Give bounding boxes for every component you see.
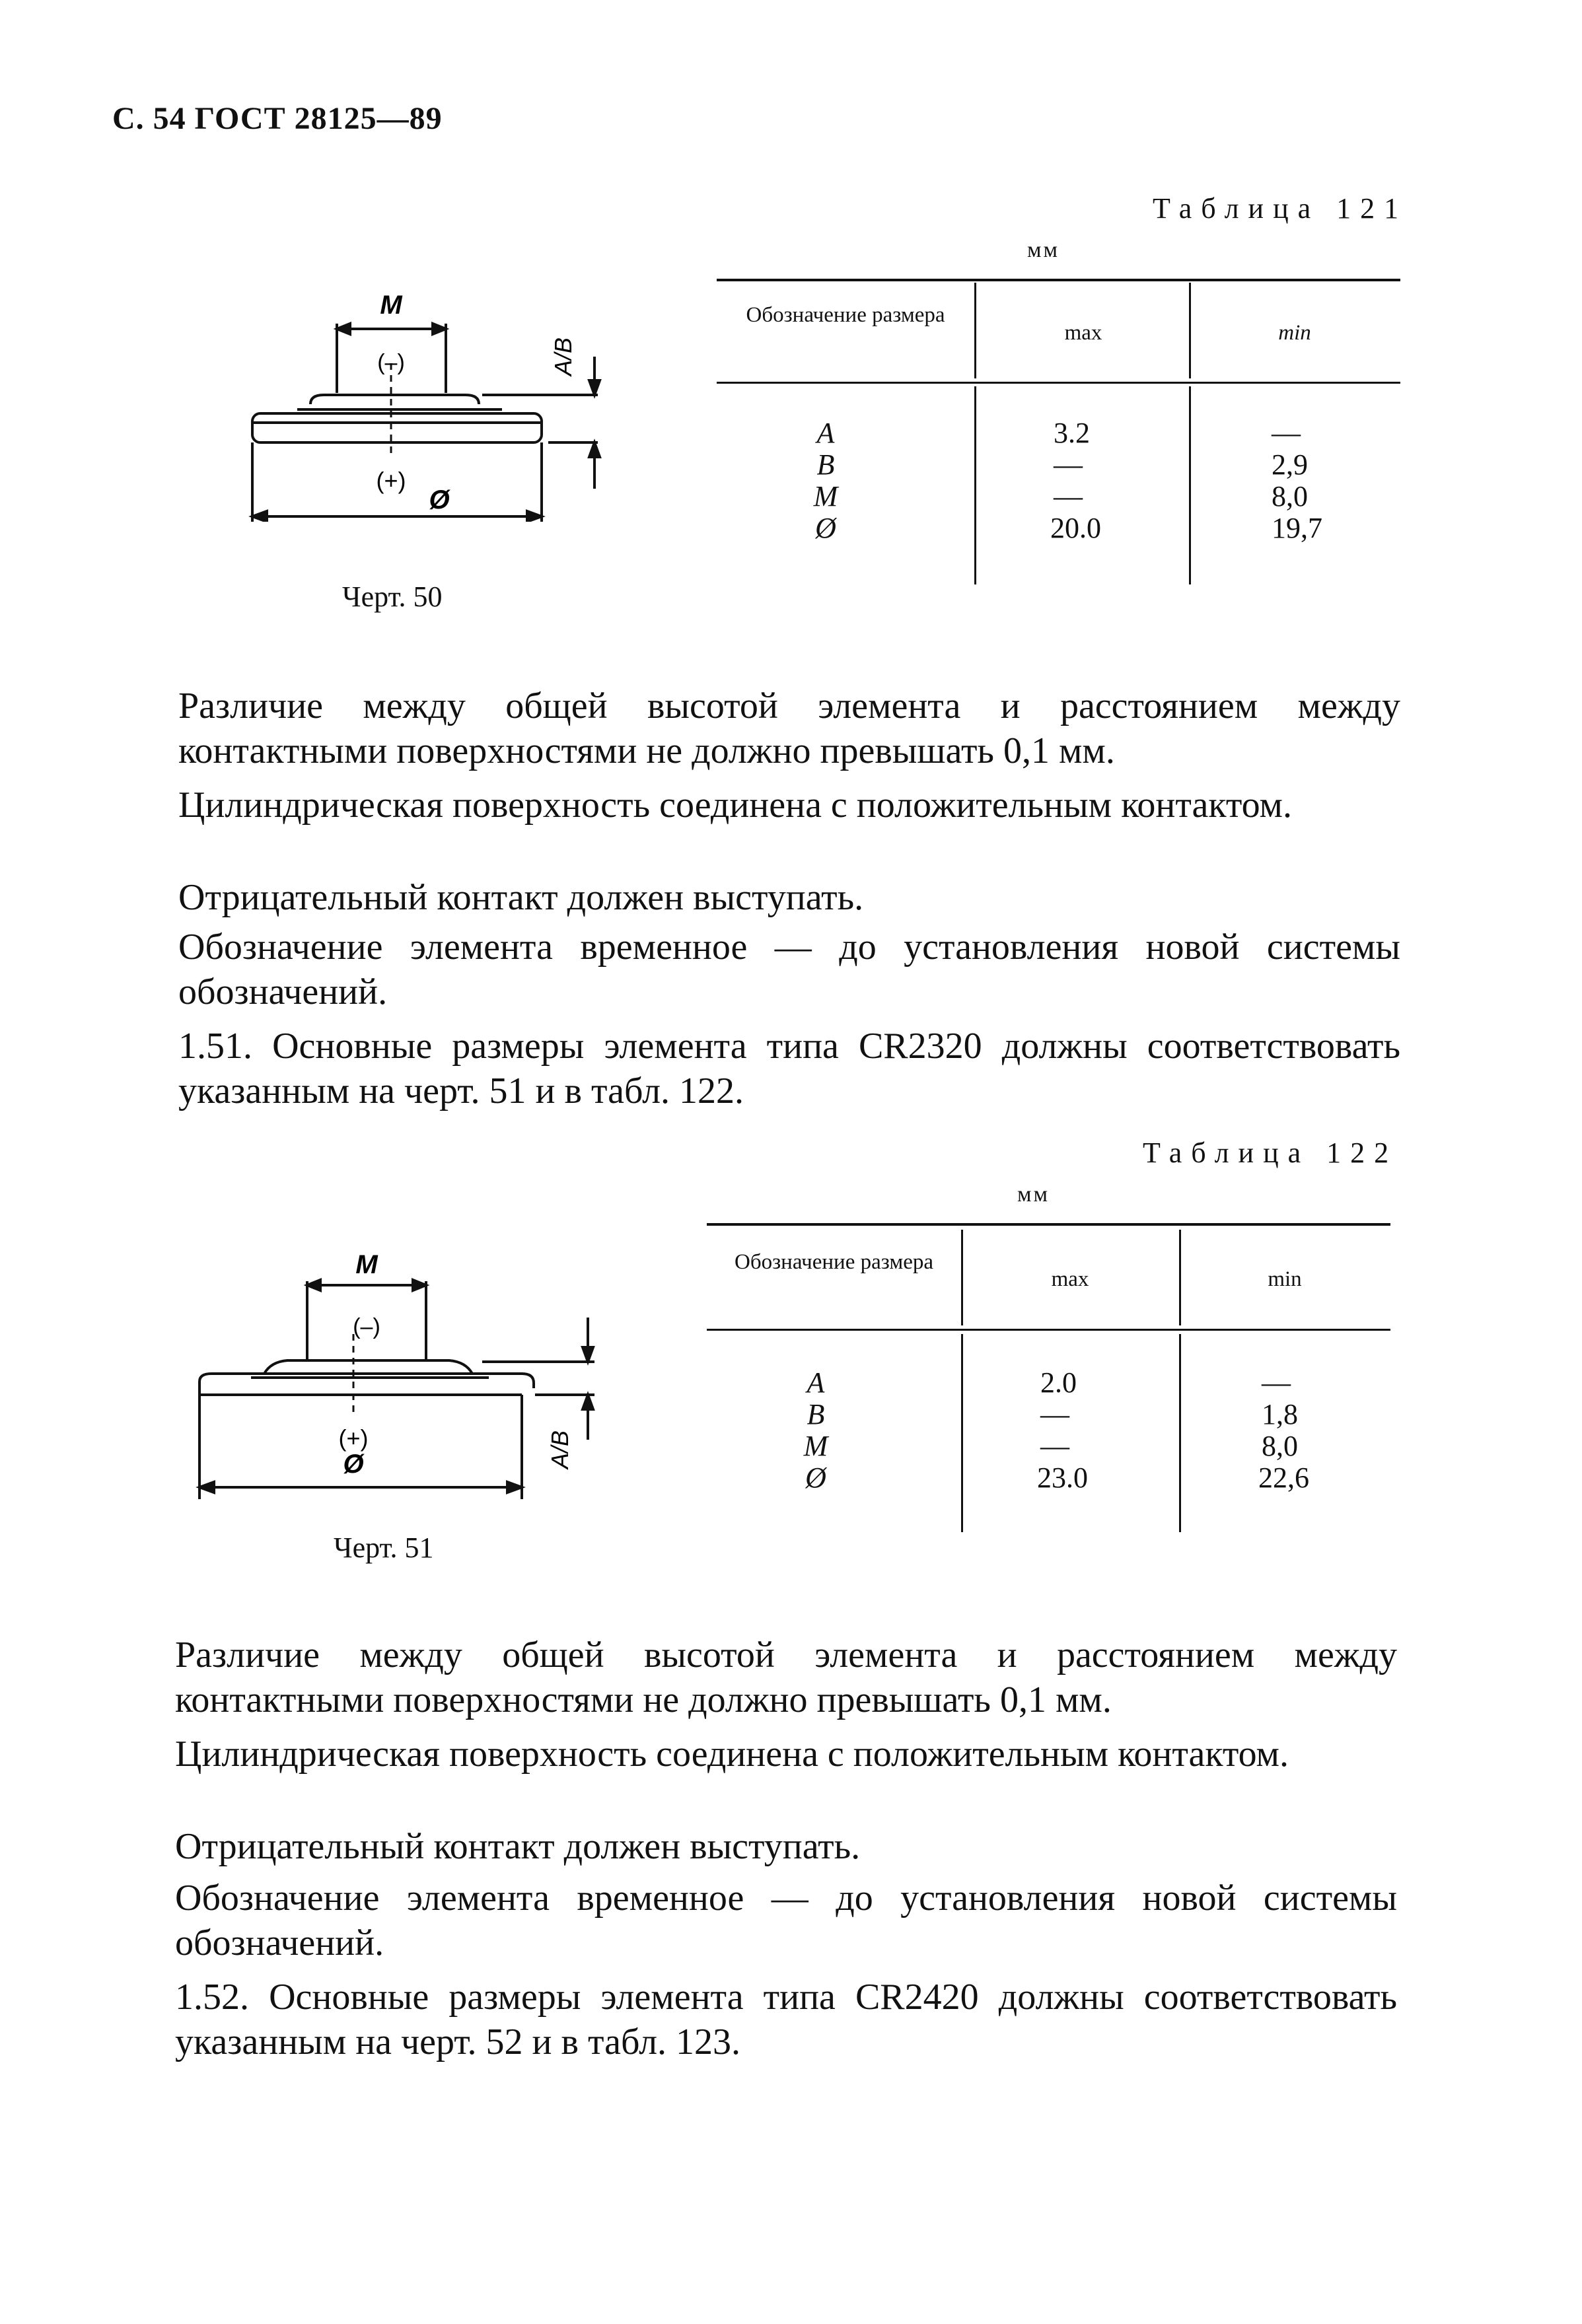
figure-51-drawing (192, 1248, 614, 1512)
paragraph: Цилиндрическая поверхность соединена с положительным контактом. (178, 785, 1292, 826)
paragraph: Отрицательный контакт должен выступать. (175, 1826, 861, 1867)
figure-50-label-ab: A/B (550, 337, 577, 376)
paragraph: Различие между общей высотой элемента и расстоянием между контактными поверхностями не должно превышать 0,1 мм. (175, 1635, 1397, 1720)
table-121-unit: мм (1027, 238, 1060, 262)
figure-51-label-ab: A/B (546, 1430, 573, 1469)
table-122-unit: мм (1017, 1182, 1050, 1207)
paragraph: 1.52. Основные размеры элемента типа CR2420 должны соответствовать указанным на черт. 52 и в табл. 123. (175, 1977, 1397, 2062)
figure-51-caption: Черт. 51 (334, 1532, 434, 1564)
page-header: С. 54 ГОСТ 28125—89 (112, 101, 443, 136)
figure-50-label-minus: (–) (377, 350, 405, 375)
table-122-head-designation: Обозначение размера (735, 1250, 933, 1274)
table-121-caption: Таблица 121 (1153, 192, 1408, 225)
figure-50-caption: Черт. 50 (342, 581, 443, 613)
figure-51-label-minus: (–) (353, 1314, 380, 1339)
figure-50-drawing (238, 284, 634, 522)
figure-51-label-m: M (355, 1250, 378, 1279)
table-121-head-max: max (1064, 321, 1102, 345)
paragraph: Обозначение элемента временное — до установления новой системы обозначений. (178, 927, 1400, 1012)
table-122-head-max: max (1051, 1267, 1089, 1291)
figure-51-label-diam: Ø (343, 1450, 364, 1479)
figure-50-label-plus: (+) (376, 467, 406, 494)
paragraph: 1.51. Основные размеры элемента типа CR2320 должны соответствовать указанным на черт. 51 и в табл. 122. (178, 1026, 1400, 1111)
paragraph: Цилиндрическая поверхность соединена с положительным контактом. (175, 1734, 1289, 1775)
table-122-caption: Таблица 122 (1143, 1137, 1398, 1169)
paragraph: Различие между общей высотой элемента и расстоянием между контактными поверхностями не должно превышать 0,1 мм. (178, 686, 1400, 771)
figure-50-label-diam: Ø (429, 485, 450, 514)
table-121-head-designation: Обозначение размера (746, 303, 945, 327)
table-122-head-min: min (1268, 1267, 1302, 1291)
figure-51-label-plus: (+) (338, 1425, 369, 1452)
paragraph: Обозначение элемента временное — до установления новой системы обозначений. (175, 1878, 1397, 1963)
table-121-head-min: min (1278, 321, 1311, 345)
paragraph: Отрицательный контакт должен выступать. (178, 877, 864, 918)
figure-50-label-m: M (380, 291, 402, 320)
